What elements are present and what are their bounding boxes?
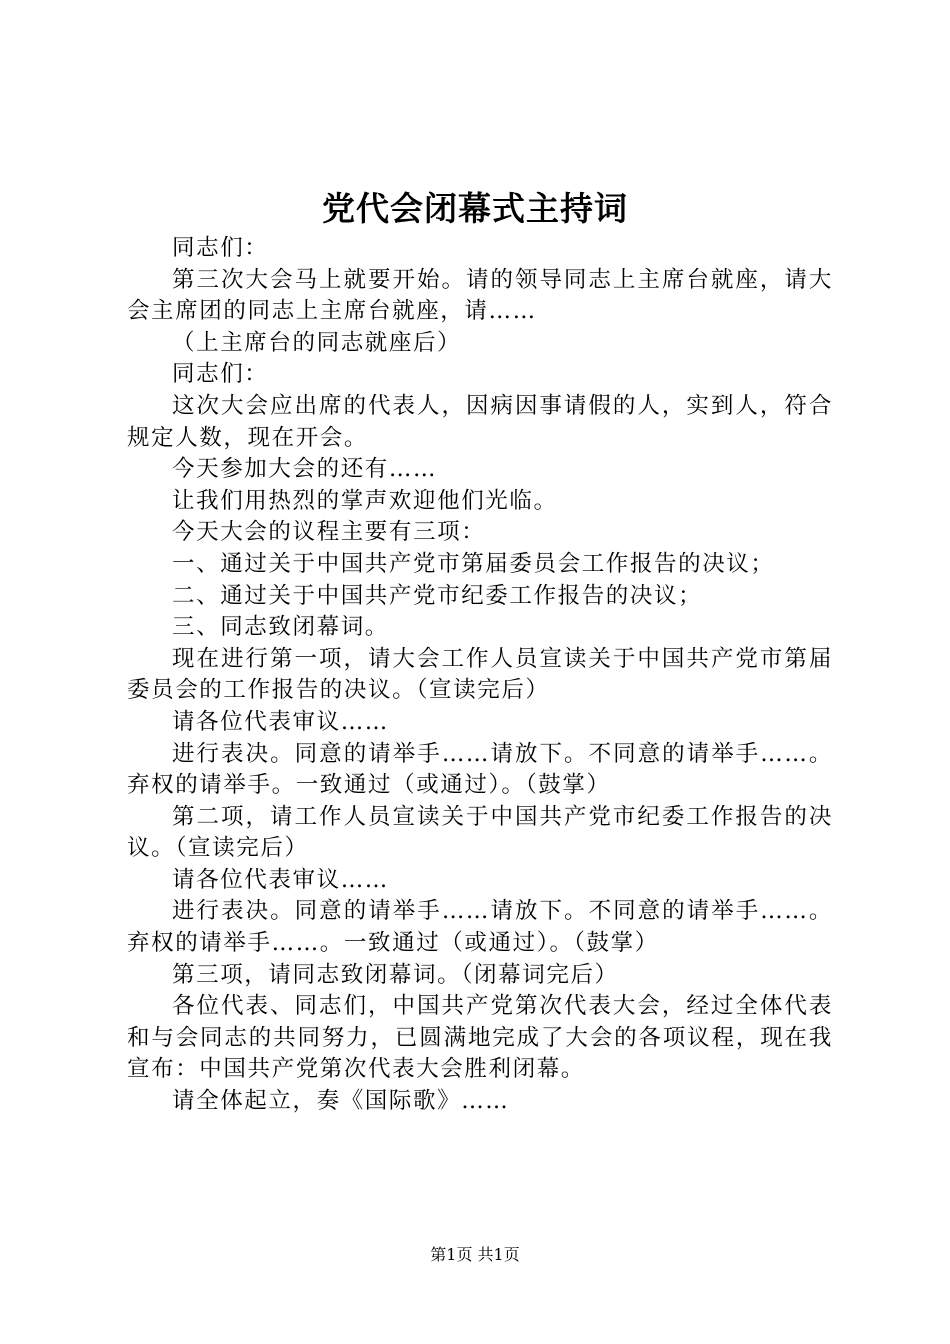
paragraph: （上主席台的同志就座后）: [172, 329, 462, 356]
paragraph: 今天大会的议程主要有三项：: [172, 519, 486, 546]
paragraph: 同志们：: [172, 361, 269, 388]
paragraph: 各位代表、同志们，中国共产党第次代表大会，经过全体代表和与会同志的共同努力，已圆满地完成了大会的各项议程，现在我宣布：中国共产党第次代表大会胜利闭幕。: [127, 993, 833, 1083]
paragraph: 请全体起立，奏《国际歌》……: [172, 1088, 510, 1115]
paragraph: 进行表决。同意的请举手……请放下。不同意的请举手……。弃权的请举手……。一致通过（或通过）。（鼓掌）: [127, 898, 833, 957]
paragraph: 进行表决。同意的请举手……请放下。不同意的请举手……。弃权的请举手。一致通过（或通过）。（鼓掌）: [127, 740, 833, 799]
paragraph: 今天参加大会的还有……: [172, 456, 438, 483]
paragraph: 第二项，请工作人员宣读关于中国共产党市纪委工作报告的决议。（宣读完后）: [127, 803, 833, 862]
paragraph: 现在进行第一项，请大会工作人员宣读关于中国共产党市第届委员会的工作报告的决议。（宣读完后）: [127, 645, 833, 704]
agenda-item-3: 三、同志致闭幕词。: [172, 614, 389, 641]
paragraph: 同志们：: [172, 235, 269, 261]
agenda-item-2: 二、通过关于中国共产党市纪委工作报告的决议；: [172, 582, 703, 609]
paragraph: 请各位代表审议……: [172, 708, 389, 735]
paragraph: 请各位代表审议……: [172, 866, 389, 893]
paragraph: 让我们用热烈的掌声欢迎他们光临。: [172, 487, 558, 514]
page-footer: 第1页 共1页: [430, 1245, 520, 1264]
paragraph: 第三项，请同志致闭幕词。（闭幕词完后）: [172, 961, 619, 988]
document-title: 党代会闭幕式主持词: [322, 189, 628, 228]
agenda-item-1: 一、通过关于中国共产党市第届委员会工作报告的决议；: [172, 550, 775, 577]
document-body: [127, 233, 833, 1118]
paragraph: 第三次大会马上就要开始。请的领导同志上主席台就座，请大会主席团的同志上主席台就座，请……: [127, 266, 833, 325]
paragraph: 这次大会应出席的代表人，因病因事请假的人，实到人，符合规定人数，现在开会。: [127, 392, 833, 451]
